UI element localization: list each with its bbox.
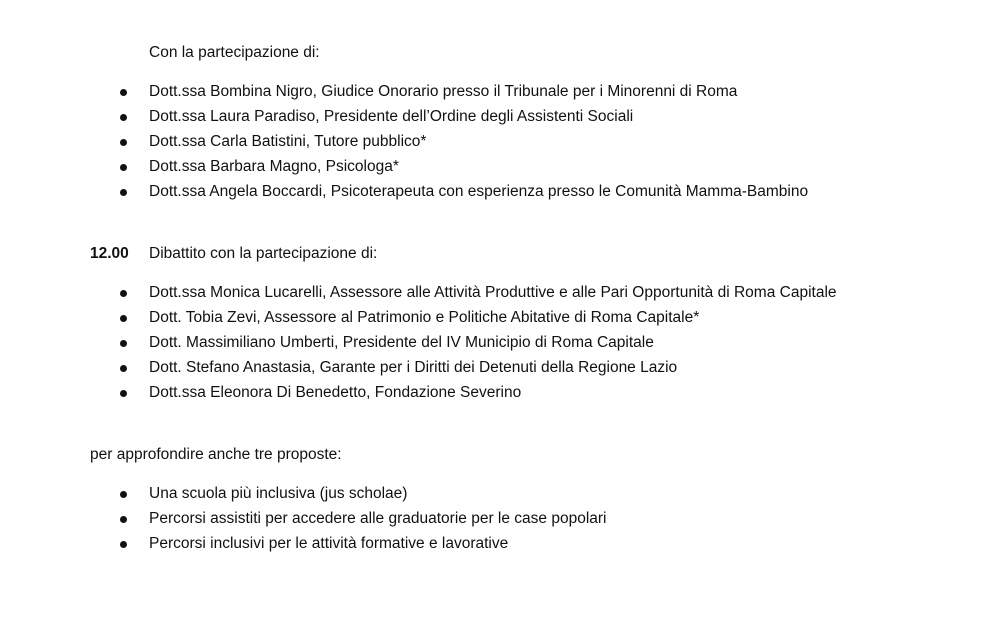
list-item: Una scuola più inclusiva (jus scholae) <box>149 485 408 502</box>
section2-intro: Dibattito con la partecipazione di: <box>149 245 378 262</box>
list-item: Percorsi inclusivi per le attività formative e lavorative <box>149 535 509 552</box>
section1-intro: Con la partecipazione di: <box>149 44 320 61</box>
session-time: 12.00 <box>90 245 129 262</box>
bullet-icon <box>120 390 127 397</box>
list-item: Dott.ssa Laura Paradiso, Presidente dell’Ordine degli Assistenti Sociali <box>149 108 634 125</box>
list-item: Dott. Stefano Anastasia, Garante per i Diritti dei Detenuti della Regione Lazio <box>149 359 678 376</box>
bullet-icon <box>120 491 127 498</box>
bullet-icon <box>120 114 127 121</box>
bullet-icon <box>120 164 127 171</box>
bullet-icon <box>120 189 127 196</box>
list-item: Dott. Massimiliano Umberti, Presidente del IV Municipio di Roma Capitale <box>149 334 654 351</box>
list-item: Dott.ssa Angela Boccardi, Psicoterapeuta con esperienza presso le Comunità Mamma-Bambino <box>149 183 809 200</box>
list-item: Percorsi assistiti per accedere alle graduatorie per le case popolari <box>149 510 607 527</box>
bullet-icon <box>120 89 127 96</box>
bullet-icon <box>120 365 127 372</box>
list-item: Dott.ssa Monica Lucarelli, Assessore alle Attività Produttive e alle Pari Opportunità di Roma Capitale <box>149 284 837 301</box>
bullet-icon <box>120 139 127 146</box>
list-item: Dott.ssa Barbara Magno, Psicologa* <box>149 158 399 175</box>
list-item: Dott.ssa Carla Batistini, Tutore pubblico* <box>149 133 427 150</box>
bullet-icon <box>120 315 127 322</box>
bullet-icon <box>120 340 127 347</box>
bullet-icon <box>120 516 127 523</box>
bullet-icon <box>120 290 127 297</box>
bullet-icon <box>120 541 127 548</box>
list-item: Dott.ssa Bombina Nigro, Giudice Onorario presso il Tribunale per i Minorenni di Roma <box>149 83 738 100</box>
list-item: Dott.ssa Eleonora Di Benedetto, Fondazione Severino <box>149 384 522 401</box>
list-item: Dott. Tobia Zevi, Assessore al Patrimonio e Politiche Abitative di Roma Capitale* <box>149 309 700 326</box>
section3-intro: per approfondire anche tre proposte: <box>90 446 342 463</box>
